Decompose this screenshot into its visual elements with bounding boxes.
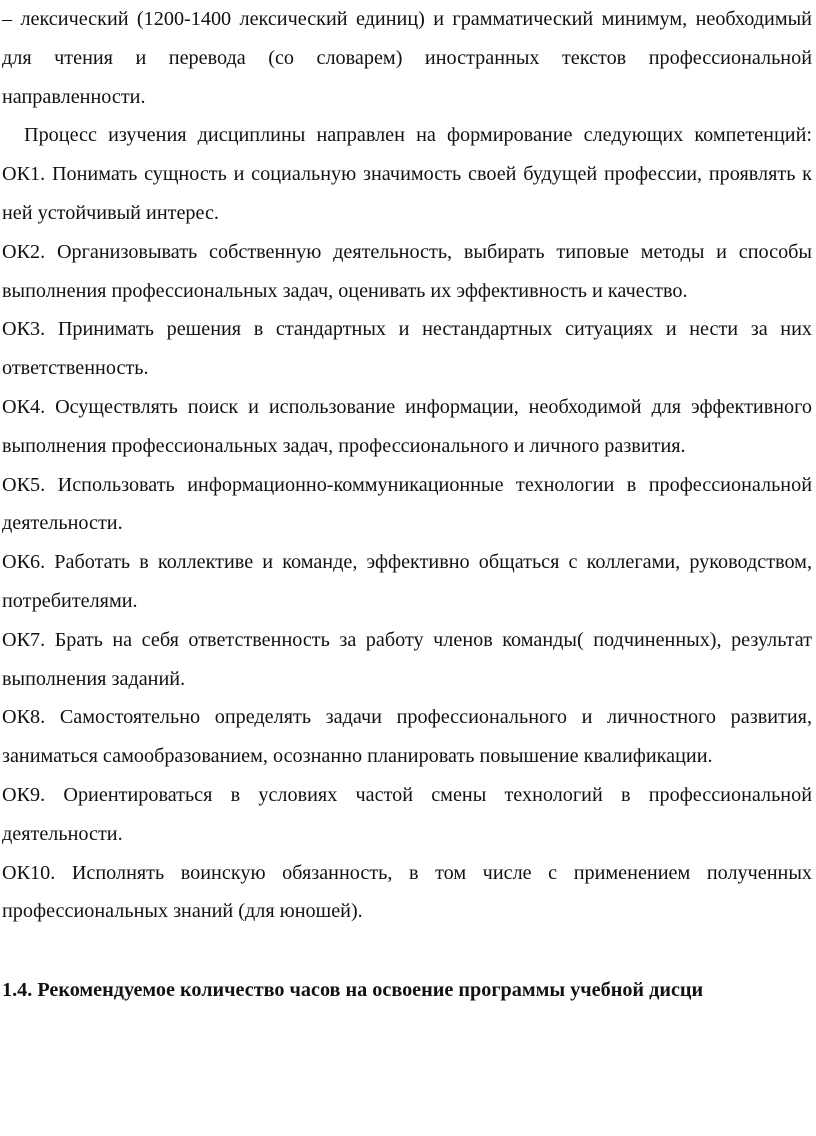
competency-ok5: ОК5. Использовать информационно-коммуникационные технологии в профессиональной деятельности. (2, 473, 812, 535)
competency-ok9: ОК9. Ориентироваться в условиях частой смены технологий в профессиональной деятельности. (2, 783, 812, 845)
competency-ok7: ОК7. Брать на себя ответственность за работу членов команды( подчиненных), результат выполнения заданий. (2, 628, 812, 690)
competency-ok2: ОК2. Организовывать собственную деятельность, выбирать типовые методы и способы выполнения профессиональных задач, оценивать их эффективность и качество. (2, 240, 812, 302)
competency-ok4: ОК4. Осуществлять поиск и использование информации, необходимой для эффективного выполнения профессиональных задач, профессионального и личного развития. (2, 395, 812, 457)
competency-ok6: ОК6. Работать в коллективе и команде, эффективно общаться с коллегами, руководством, потребителями. (2, 551, 812, 612)
competency-ok8: ОК8. Самостоятельно определять задачи профессионального и личностного развития, заниматься самообразованием, осознанно планировать повышение квалификации. (2, 706, 812, 768)
intro-paragraph: – лексический (1200-1400 лексический единиц) и грамматический минимум, необходимый для чтения и перевода (со словарем) иностранных текстов профессиональной направленности. (2, 8, 812, 108)
competency-ok3: ОК3. Принимать решения в стандартных и нестандартных ситуациях и нести за них ответственность. (2, 318, 812, 380)
section-heading: 1.4. Рекомендуемое количество часов на освоение программы учебной дисци (2, 979, 704, 1002)
paragraph-spacer (2, 931, 812, 971)
competency-ok10: ОК10. Исполнять воинскую обязанность, в том числе с применением полученных профессиональных знаний (для юношей). (2, 861, 812, 923)
competencies-intro-paragraph: Процесс изучения дисциплины направлен на формирование следующих компетенций: ОК1. Понимать сущность и социальную значимость своей будущей профессии, проявлять к ней устойчивый интерес. (2, 124, 812, 224)
